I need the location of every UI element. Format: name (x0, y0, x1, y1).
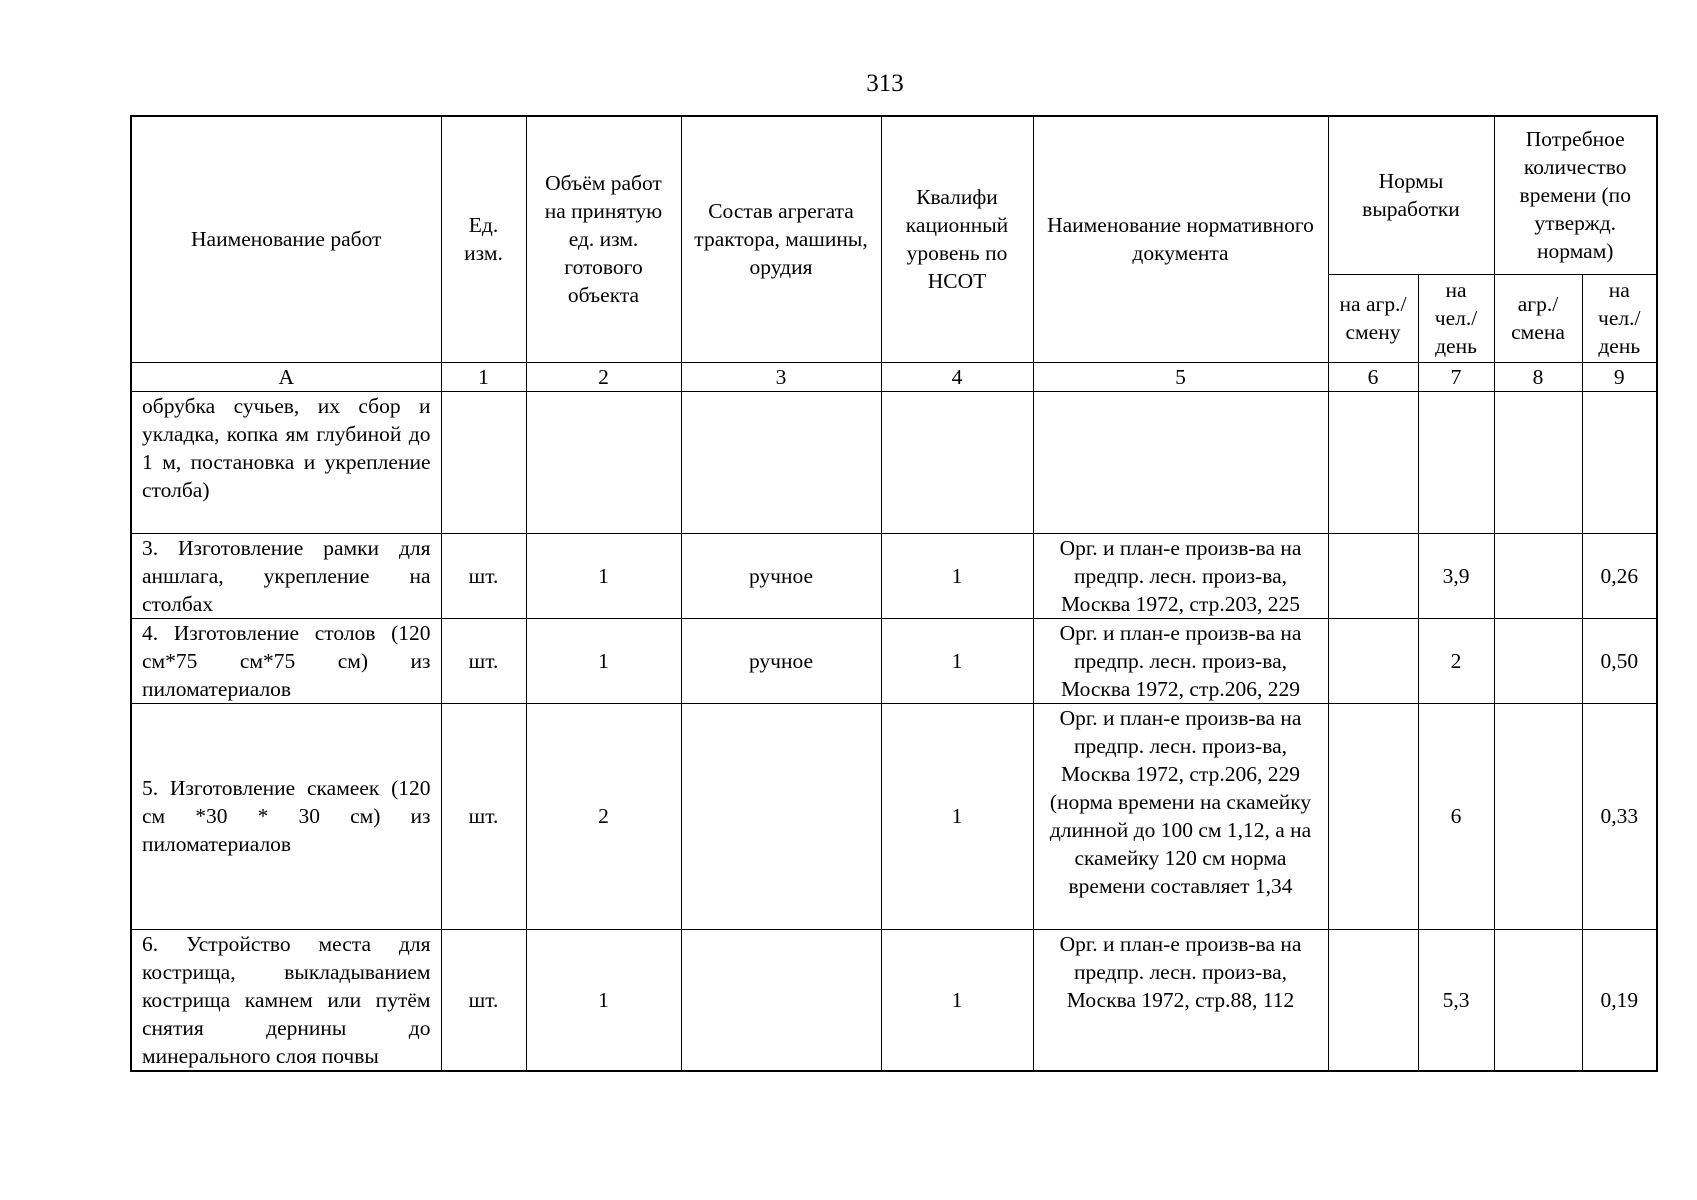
time-man-cell: 0,50 (1582, 618, 1657, 703)
aggregate-cell: ручное (681, 533, 881, 618)
header-unit: Ед. изм. (441, 116, 526, 362)
qualification-cell: 1 (881, 703, 1033, 929)
table-row (131, 391, 1657, 533)
page-number: 313 (866, 70, 904, 97)
qualification-cell (881, 391, 1033, 533)
header-qualification: Квалифи кационный уровень по НСОТ (881, 116, 1033, 362)
norm-man-cell: 3,9 (1418, 533, 1494, 618)
time-man-cell: 0,33 (1582, 703, 1657, 929)
unit-cell: шт. (441, 618, 526, 703)
norm-agr-cell (1328, 618, 1418, 703)
volume-cell (526, 391, 681, 533)
column-number: 8 (1494, 362, 1582, 391)
table-row (131, 703, 1657, 929)
norm-agr-cell (1328, 391, 1418, 533)
work-name-cell: 3. Изготовление рамки для аншлага, укрепление на столбах (131, 533, 441, 618)
qualification-cell: 1 (881, 533, 1033, 618)
work-name-cell: 6. Устройство места для кострища, выкладыванием кострища камнем или путём снятия дернины до минерального слоя почвы (131, 929, 441, 1071)
norm-man-cell: 5,3 (1418, 929, 1494, 1071)
header-time-agr: агр./ смена (1494, 274, 1582, 362)
header-time-man: на чел./ день (1582, 274, 1657, 362)
time-agr-cell (1494, 618, 1582, 703)
unit-cell: шт. (441, 533, 526, 618)
aggregate-cell: ручное (681, 618, 881, 703)
unit-cell (441, 391, 526, 533)
document-cell (1033, 391, 1328, 533)
aggregate-cell (681, 929, 881, 1071)
header-row-top (131, 116, 1657, 274)
header-work-name: Наименование работ (131, 116, 441, 362)
aggregate-cell (681, 391, 881, 533)
volume-cell: 2 (526, 703, 681, 929)
column-number: А (131, 362, 441, 391)
column-number: 1 (441, 362, 526, 391)
document-cell: Орг. и план-е произв-ва на предпр. лесн. произ-ва, Москва 1972, стр.203, 225 (1033, 533, 1328, 618)
header-time-needed: Потребное количество времени (по утвержд. нормам) (1494, 116, 1657, 274)
header-volume: Объём работ на принятую ед. изм. готового объекта (526, 116, 681, 362)
time-agr-cell (1494, 533, 1582, 618)
volume-cell: 1 (526, 533, 681, 618)
column-number: 6 (1328, 362, 1418, 391)
column-number: 4 (881, 362, 1033, 391)
time-man-cell: 0,19 (1582, 929, 1657, 1071)
document-cell: Орг. и план-е произв-ва на предпр. лесн. произ-ва, Москва 1972, стр.88, 112 (1033, 929, 1328, 1071)
norm-man-cell: 6 (1418, 703, 1494, 929)
document-cell: Орг. и план-е произв-ва на предпр. лесн. произ-ва, Москва 1972, стр.206, 229 (норма времени на скамейку длинной до 100 см 1,12, а на скамейку 120 см норма времени составляет 1,34 (1033, 703, 1328, 929)
time-agr-cell (1494, 391, 1582, 533)
work-name-cell: 5. Изготовление скамеек (120 см *30 * 30 см) из пиломатериалов (131, 703, 441, 929)
time-agr-cell (1494, 929, 1582, 1071)
time-man-cell: 0,26 (1582, 533, 1657, 618)
column-number: 7 (1418, 362, 1494, 391)
work-name-cell: 4. Изготовление столов (120 см*75 см*75 см) из пиломатериалов (131, 618, 441, 703)
header-aggregate: Состав агрегата трактора, машины, орудия (681, 116, 881, 362)
norm-man-cell: 2 (1418, 618, 1494, 703)
header-norm-man: на чел./ день (1418, 274, 1494, 362)
norm-man-cell (1418, 391, 1494, 533)
header-document: Наименование нормативного документа (1033, 116, 1328, 362)
time-agr-cell (1494, 703, 1582, 929)
unit-cell: шт. (441, 703, 526, 929)
norm-agr-cell (1328, 533, 1418, 618)
work-name-cell: обрубка сучьев, их сбор и укладка, копка ям глубиной до 1 м, постановка и укрепление столба) (131, 391, 441, 533)
column-number: 9 (1582, 362, 1657, 391)
volume-cell: 1 (526, 618, 681, 703)
table-row (131, 533, 1657, 618)
header-norm-agr: на агр./ смену (1328, 274, 1418, 362)
aggregate-cell (681, 703, 881, 929)
qualification-cell: 1 (881, 618, 1033, 703)
header-norms: Нормы выработки (1328, 116, 1494, 274)
table-row (131, 929, 1657, 1071)
document-cell: Орг. и план-е произв-ва на предпр. лесн. произ-ва, Москва 1972, стр.206, 229 (1033, 618, 1328, 703)
qualification-cell: 1 (881, 929, 1033, 1071)
norm-agr-cell (1328, 929, 1418, 1071)
unit-cell: шт. (441, 929, 526, 1071)
table-row (131, 618, 1657, 703)
numbering-row (131, 362, 1657, 391)
norm-agr-cell (1328, 703, 1418, 929)
column-number: 5 (1033, 362, 1328, 391)
time-man-cell (1582, 391, 1657, 533)
column-number: 3 (681, 362, 881, 391)
column-number: 2 (526, 362, 681, 391)
volume-cell: 1 (526, 929, 681, 1071)
work-table (130, 115, 1658, 1072)
